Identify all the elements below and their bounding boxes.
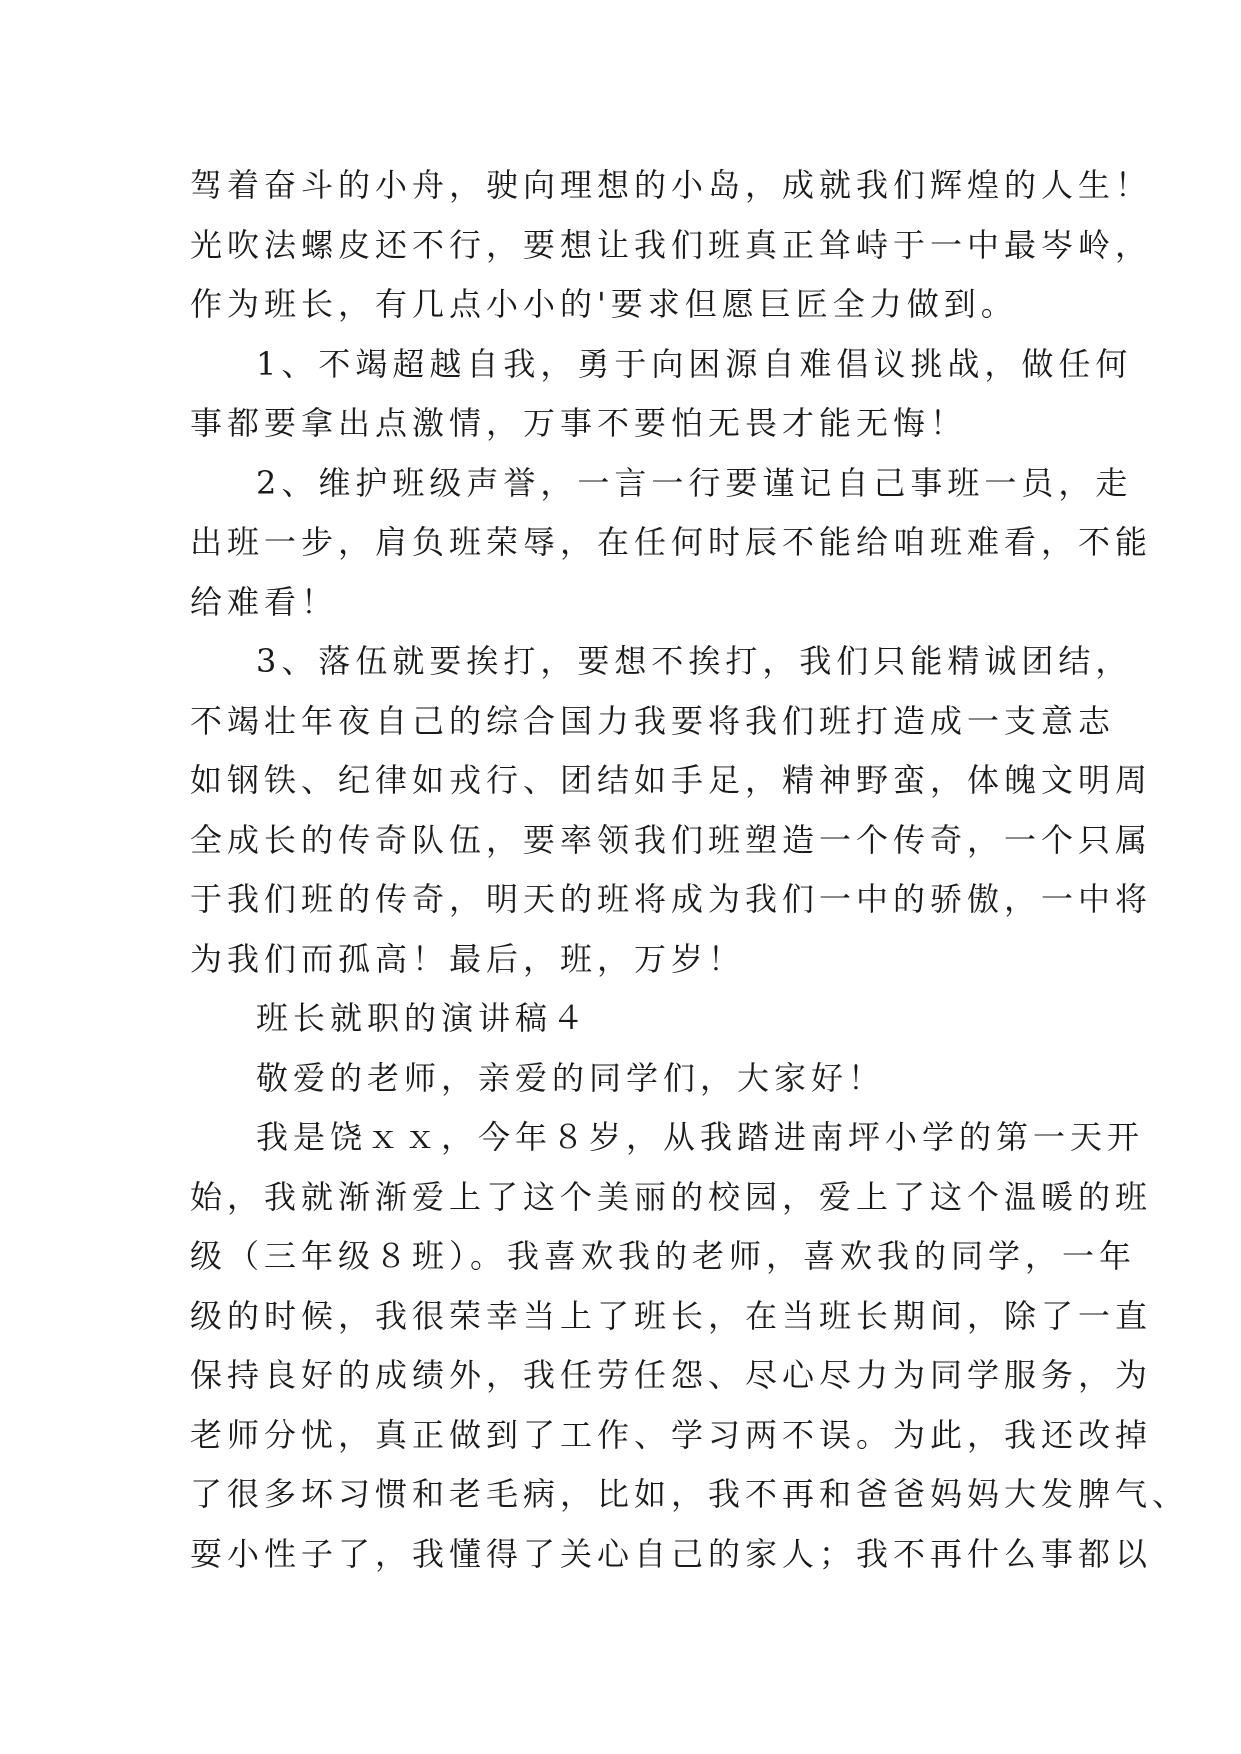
paragraph-line: 1、不竭超越自我，勇于向困源自难倡议挑战，做任何	[256, 345, 1133, 383]
paragraph-line: 了很多坏习惯和老毛病，比如，我不再和爸爸妈妈大发脾气、	[190, 1475, 1190, 1513]
paragraph-line: 老师分忧，真正做到了工作、学习两不误。为此，我还改掉	[190, 1416, 1153, 1454]
paragraph-line: 光吹法螺皮还不行，要想让我们班真正耸峙于一中最岑岭，	[190, 226, 1153, 264]
paragraph-line: 保持良好的成绩外，我任劳任怨、尽心尽力为同学服务，为	[190, 1356, 1153, 1394]
paragraph-line: 耍小性子了，我懂得了关心自己的家人；我不再什么事都以	[190, 1535, 1153, 1573]
paragraph-line: 级的时候，我很荣幸当上了班长，在当班长期间，除了一直	[190, 1297, 1153, 1335]
paragraph-line: 级（三年级８班）。我喜欢我的老师，喜欢我的同学，一年	[190, 1237, 1137, 1275]
paragraph-line: 为我们而孤高！最后，班，万岁！	[190, 940, 746, 978]
greeting-line: 敬爱的老师，亲爱的同学们，大家好！	[256, 1059, 886, 1097]
paragraph-line: 全成长的传奇队伍，要率领我们班塑造一个传奇，一个只属	[190, 821, 1153, 859]
paragraph-line: 于我们班的传奇，明天的班将成为我们一中的骄傲，一中将	[190, 880, 1153, 918]
paragraph-line: 出班一步，肩负班荣辱，在任何时辰不能给咱班难看，不能	[190, 523, 1153, 561]
paragraph-line: 我是饶ｘｘ，今年８岁，从我踏进南坪小学的第一天开	[256, 1118, 1145, 1156]
paragraph-line: 事都要拿出点激情，万事不要怕无畏才能无悔！	[190, 404, 968, 442]
paragraph-line: 不竭壮年夜自己的综合国力我要将我们班打造成一支意志	[190, 702, 1116, 740]
paragraph-line: 给难看！	[190, 583, 339, 621]
paragraph-line: 2、维护班级声誉，一言一行要谨记自己事班一员，走	[256, 464, 1133, 502]
paragraph-line: 3、落伍就要挨打，要想不挨打，我们只能精诚团结，	[256, 642, 1133, 680]
paragraph-line: 驾着奋斗的小舟，驶向理想的小岛，成就我们辉煌的人生！	[190, 166, 1153, 204]
paragraph-line: 始，我就渐渐爱上了这个美丽的校园，爱上了这个温暖的班	[190, 1178, 1153, 1216]
paragraph-line: 如钢铁、纪律如戎行、团结如手足，精神野蛮，体魄文明周	[190, 761, 1153, 799]
section-heading: 班长就职的演讲稿４	[256, 999, 590, 1037]
paragraph-line: 作为班长，有几点小小的'要求但愿巨匠全力做到。	[190, 285, 1018, 323]
